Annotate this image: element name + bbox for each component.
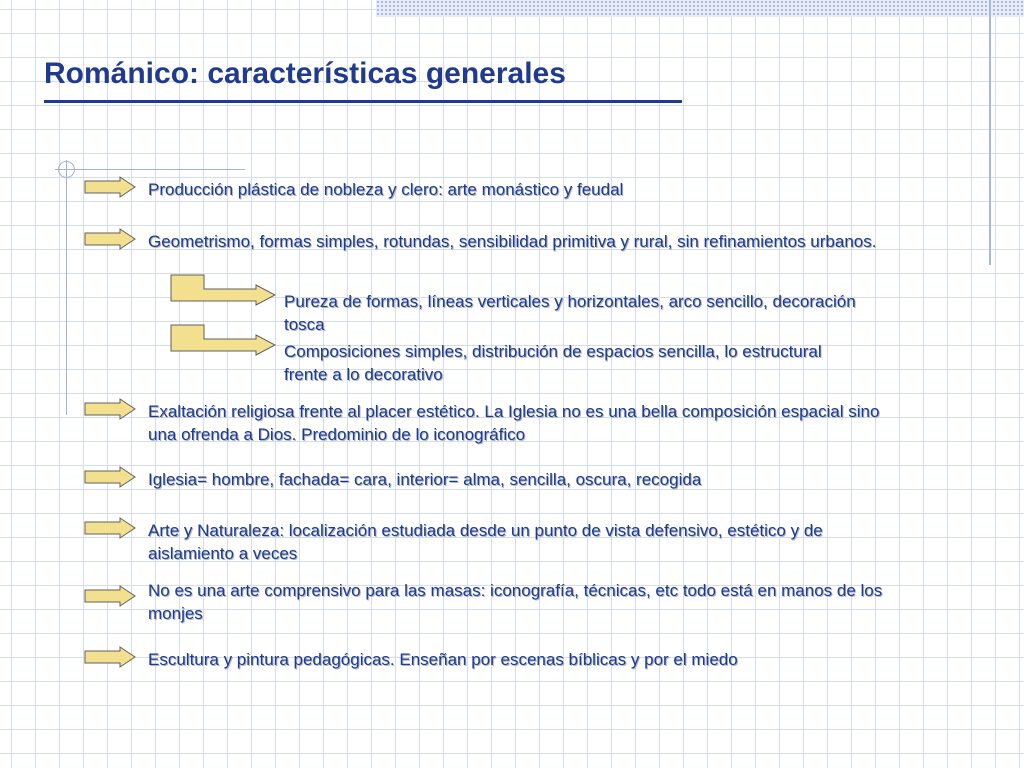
bullet-text: Geometrismo, formas simples, rotundas, sensibilidad primitiva y rural, sin refinamientos urbanos. <box>148 232 877 251</box>
bent-arrow-icon <box>170 324 276 356</box>
arrow-bullet-icon <box>84 646 136 668</box>
arrow-bullet-icon <box>84 228 136 250</box>
arrow-bullet-icon <box>84 466 136 488</box>
bent-arrow-icon <box>170 274 276 306</box>
decorative-circle <box>58 161 75 178</box>
bullet-text: Arte y Naturaleza: localización estudiada desde un punto de vista defensivo, estético y de aislamiento a veces <box>148 521 823 563</box>
bullet-text: No es una arte comprensivo para las masas: iconografía, técnicas, etc todo está en manos de los monjes <box>148 581 883 623</box>
decorative-horizontal-line <box>55 169 245 170</box>
arrow-bullet-icon <box>84 517 136 539</box>
top-decorative-band <box>376 0 1024 17</box>
sub-bullet-text: Pureza de formas, líneas verticales y horizontales, arco sencillo, decoración tosca <box>284 292 856 334</box>
bullet-text: Exaltación religiosa frente al placer estético. La Iglesia no es una bella composición espacial sino una ofrenda a Dios. Predominio de lo iconográfico <box>148 402 880 444</box>
bullet-text: Escultura y pintura pedagógicas. Enseñan por escenas bíblicas y por el miedo <box>148 650 738 669</box>
sub-bullet-text: Composiciones simples, distribución de espacios sencilla, lo estructural frente a lo decorativo <box>284 342 822 384</box>
slide-title: Románico: características generales <box>44 57 566 90</box>
decorative-vertical-line <box>66 160 67 415</box>
arrow-bullet-icon <box>84 585 136 607</box>
title-underline <box>44 100 682 103</box>
bullet-text: Iglesia= hombre, fachada= cara, interior= alma, sencilla, oscura, recogida <box>148 470 702 489</box>
arrow-bullet-icon <box>84 398 136 420</box>
right-decorative-line <box>989 0 991 265</box>
arrow-bullet-icon <box>84 176 136 198</box>
bullet-text: Producción plástica de nobleza y clero: arte monástico y feudal <box>148 180 624 199</box>
